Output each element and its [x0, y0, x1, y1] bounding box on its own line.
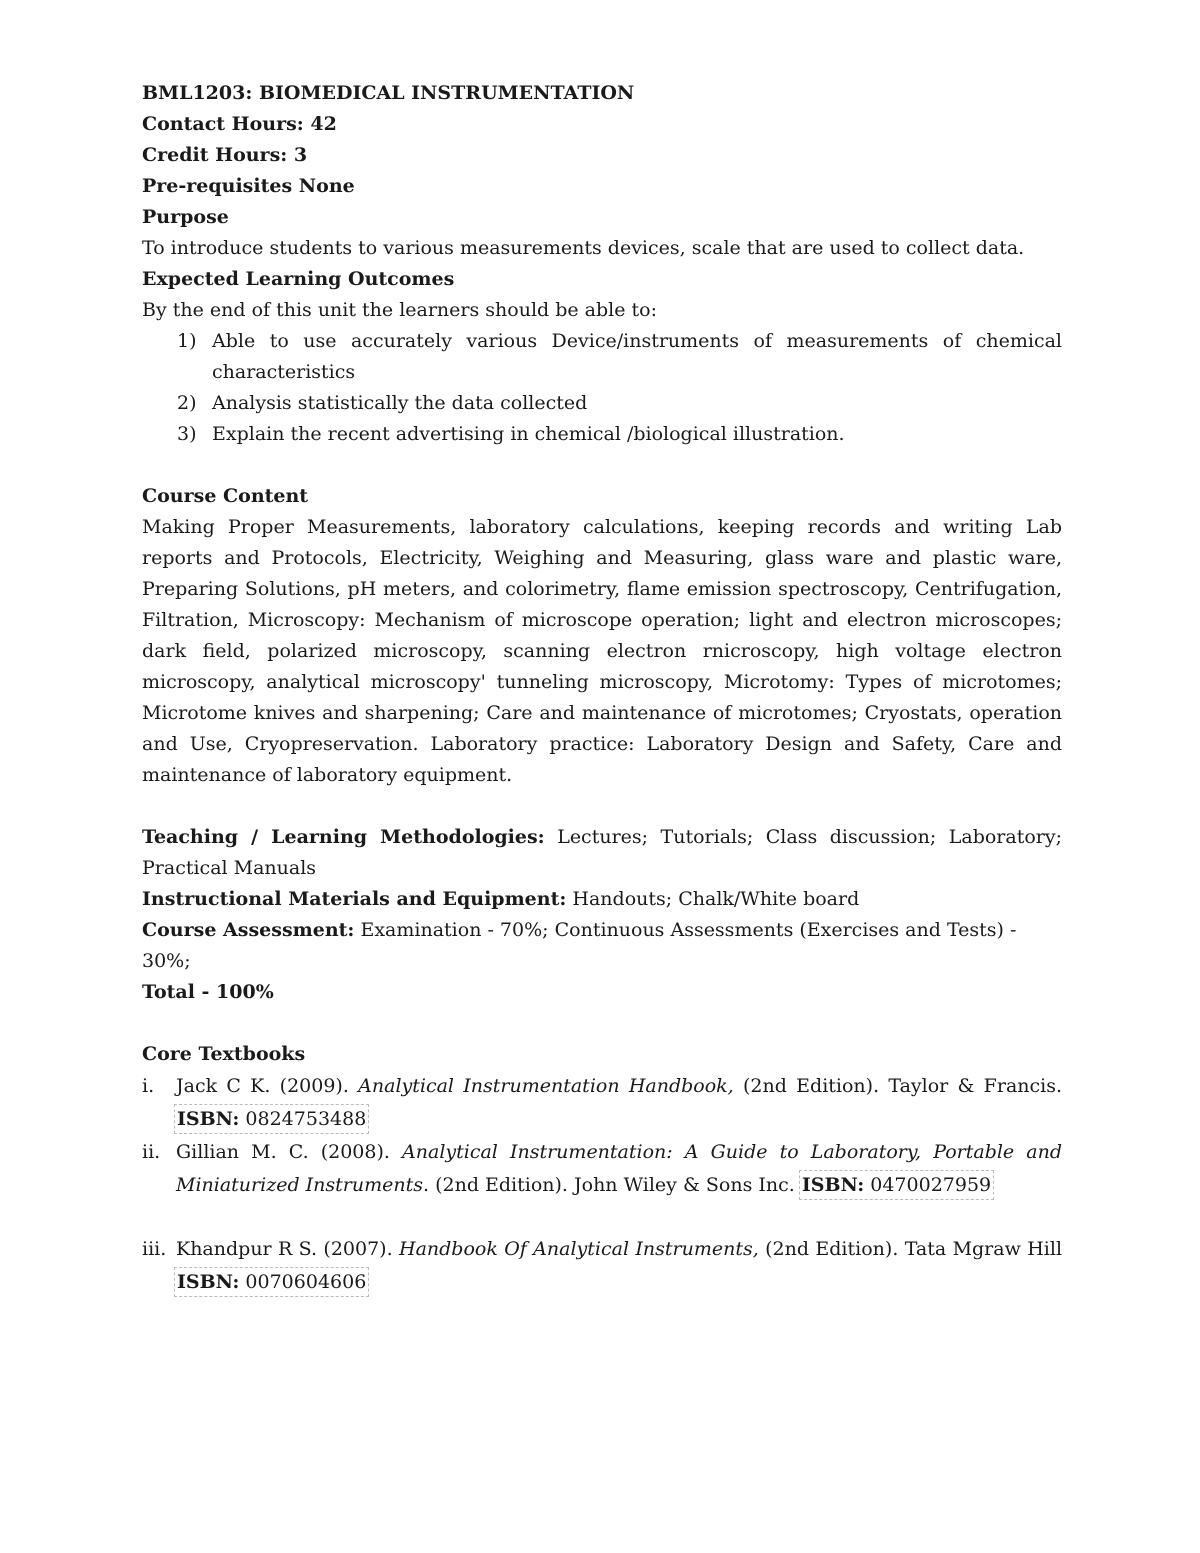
- book-publisher: . (2nd Edition). John Wiley & Sons Inc.: [423, 1174, 801, 1196]
- isbn-field: [799, 1170, 994, 1200]
- item-number: ii.: [142, 1141, 161, 1163]
- assessment-label: Course Assessment:: [142, 919, 355, 941]
- isbn-value: 0824753488: [239, 1108, 367, 1130]
- item-number: i.: [142, 1075, 155, 1097]
- isbn-value: 0070604606: [239, 1271, 367, 1293]
- item-number: 2): [177, 392, 197, 414]
- assessment-total: Total - 100%: [142, 981, 274, 1003]
- book-title: Analytical Instrumentation Handbook,: [358, 1075, 734, 1097]
- isbn-field: [174, 1267, 369, 1297]
- purpose-heading: Purpose: [142, 206, 229, 228]
- prerequisites: Pre-requisites None: [142, 175, 355, 197]
- textbooks-list: [142, 1070, 1062, 1202]
- course-title: BML1203: BIOMEDICAL INSTRUMENTATION: [142, 82, 635, 104]
- textbooks-list-continued: [142, 1233, 1062, 1299]
- list-item: [142, 1233, 1062, 1299]
- item-text: Explain the recent advertising in chemical /biological illustration.: [212, 423, 845, 445]
- credit-hours: Credit Hours: 3: [142, 144, 308, 166]
- materials: [142, 884, 1062, 915]
- book-author: Gillian M. C. (2008).: [176, 1141, 403, 1163]
- contact-hours: Contact Hours: 42: [142, 113, 337, 135]
- list-item: [142, 1136, 1062, 1202]
- list-item: [142, 1070, 1062, 1136]
- book-author: Khandpur R S. (2007).: [176, 1238, 399, 1260]
- assessment-text: Examination - 70%; Continuous Assessments (Exercises and Tests) - 30%;: [142, 919, 1017, 972]
- materials-label: Instructional Materials and Equipment:: [142, 888, 567, 910]
- outcomes-list: [142, 326, 1062, 450]
- assessment: [142, 915, 1062, 977]
- isbn-value: 0470027959: [864, 1174, 992, 1196]
- book-publisher: (2nd Edition). Taylor & Francis.: [733, 1075, 1063, 1097]
- book-author: Jack C K. (2009).: [176, 1075, 359, 1097]
- content-text: Making Proper Measurements, laboratory calculations, keeping records and writing Lab reports and Protocols, Electricity, Weighing and Measuring, glass ware and plastic ware, Preparing Solutions, pH meters, and colorimetry, flame emission spectroscopy, Centrifugation, Filtration, Microscopy: Mechanism of microscope operation; light and electron microscopes; dark field, polarized microscopy, scanning electron rnicroscopy, high voltage electron microscopy, analytical microscopy' tunneling microscopy, Microtomy: Types of microtomes; Microtome knives and sharpening; Care and maintenance of microtomes; Cryostats, operation and Use, Cryopreservation. Laboratory practice: Laboratory Design and Safety, Care and maintenance of laboratory equipment.: [142, 516, 1062, 786]
- item-number: 1): [177, 330, 197, 352]
- item-number: iii.: [142, 1238, 167, 1260]
- list-item: [142, 419, 1062, 450]
- outcomes-intro: By the end of this unit the learners should be able to:: [142, 299, 658, 321]
- textbooks-heading: Core Textbooks: [142, 1043, 306, 1065]
- teaching-text: Lectures; Tutorials; Class discussion; Laboratory; Practical Manuals: [142, 826, 1062, 879]
- book-publisher: (2nd Edition). Tata Mgraw Hill: [758, 1238, 1063, 1260]
- materials-text: Handouts; Chalk/White board: [566, 888, 860, 910]
- teaching-label: Teaching / Learning Methodologies:: [142, 826, 545, 848]
- isbn-label: ISBN:: [177, 1271, 240, 1293]
- item-number: 3): [177, 423, 197, 445]
- item-text: Analysis statistically the data collected: [212, 392, 588, 414]
- list-item: [142, 388, 1062, 419]
- isbn-field: [174, 1104, 369, 1134]
- outcomes-heading: Expected Learning Outcomes: [142, 268, 455, 290]
- teaching-methods: [142, 822, 1062, 884]
- book-title: Handbook Of Analytical Instruments,: [399, 1238, 759, 1260]
- book-title: Analytical Instrumentation: A Guide to Laboratory, Portable and Miniaturized Instruments: [176, 1141, 1062, 1196]
- content-heading: Course Content: [142, 485, 309, 507]
- item-text: Able to use accurately various Device/instruments of measurements of chemical characteristics: [212, 330, 1062, 383]
- isbn-label: ISBN:: [177, 1108, 240, 1130]
- list-item: [142, 326, 1062, 388]
- isbn-label: ISBN:: [801, 1174, 865, 1196]
- purpose-text: To introduce students to various measurements devices, scale that are used to collect data.: [142, 237, 1025, 259]
